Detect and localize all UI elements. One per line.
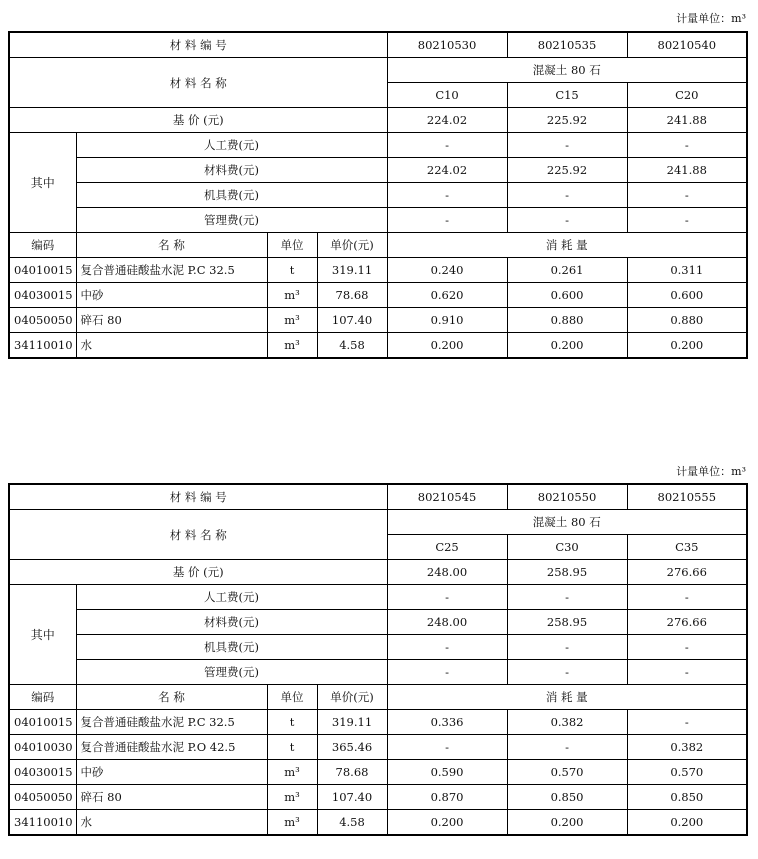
material-code: 04050050 [9, 785, 76, 810]
group-name: 混凝土 80 石 [387, 510, 747, 535]
cost-value: - [507, 183, 627, 208]
item-code: 80210550 [507, 484, 627, 510]
cost-value: - [627, 133, 747, 158]
material-consumption: 0.200 [387, 333, 507, 359]
item-code: 80210555 [627, 484, 747, 510]
material-code: 04050050 [9, 308, 76, 333]
item-code: 80210540 [627, 32, 747, 58]
material-consumption: 0.311 [627, 258, 747, 283]
col-name-header: 名 称 [76, 685, 267, 710]
cost-row [9, 208, 747, 233]
material-name: 复合普通硅酸盐水泥 P.C 32.5 [76, 258, 267, 283]
material-row [9, 710, 747, 735]
material-consumption: 0.200 [387, 810, 507, 836]
grade: C30 [507, 535, 627, 560]
material-code: 04010015 [9, 258, 76, 283]
cost-label: 材料费(元) [76, 610, 387, 635]
material-row [9, 810, 747, 836]
material-name: 复合普通硅酸盐水泥 P.C 32.5 [76, 710, 267, 735]
cost-value: 241.88 [627, 158, 747, 183]
material-code: 04030015 [9, 283, 76, 308]
base-price: 241.88 [627, 108, 747, 133]
cost-value: 224.02 [387, 158, 507, 183]
material-code: 04030015 [9, 760, 76, 785]
material-name: 碎石 80 [76, 785, 267, 810]
unit-label: 计量单位：m³ [676, 465, 746, 478]
material-consumption: 0.620 [387, 283, 507, 308]
name-row [9, 510, 747, 535]
material-row [9, 308, 747, 333]
col-name-header: 名 称 [76, 233, 267, 258]
quota-table [8, 31, 748, 359]
material-unit: m³ [267, 283, 317, 308]
base-price-label: 基 价 (元) [9, 108, 387, 133]
material-row [9, 283, 747, 308]
material-name: 复合普通硅酸盐水泥 P.O 42.5 [76, 735, 267, 760]
cost-row [9, 635, 747, 660]
material-consumption: 0.910 [387, 308, 507, 333]
material-unit: m³ [267, 810, 317, 836]
group-name: 混凝土 80 石 [387, 58, 747, 83]
cost-value: - [507, 133, 627, 158]
quota-table [8, 483, 748, 836]
name-label: 材 料 名 称 [9, 510, 387, 560]
material-price: 107.40 [317, 308, 387, 333]
item-code: 80210545 [387, 484, 507, 510]
material-consumption: 0.200 [627, 810, 747, 836]
material-row [9, 258, 747, 283]
material-unit: t [267, 258, 317, 283]
cost-value: - [627, 585, 747, 610]
material-consumption: 0.590 [387, 760, 507, 785]
cost-value: - [387, 183, 507, 208]
material-unit: t [267, 710, 317, 735]
qizhong-label: 其中 [9, 133, 76, 233]
code-row [9, 32, 747, 58]
item-code: 80210530 [387, 32, 507, 58]
material-row [9, 333, 747, 359]
material-code: 04010030 [9, 735, 76, 760]
cost-value: - [627, 660, 747, 685]
material-price: 4.58 [317, 333, 387, 359]
cost-label: 管理费(元) [76, 208, 387, 233]
item-code: 80210535 [507, 32, 627, 58]
col-code-header: 编码 [9, 685, 76, 710]
cost-value: - [507, 635, 627, 660]
material-consumption: 0.336 [387, 710, 507, 735]
base-price-label: 基 价 (元) [9, 560, 387, 585]
material-price: 4.58 [317, 810, 387, 836]
name-row [9, 58, 747, 83]
cost-value: 248.00 [387, 610, 507, 635]
grade: C20 [627, 83, 747, 108]
material-price: 107.40 [317, 785, 387, 810]
material-unit: t [267, 735, 317, 760]
cost-value: - [387, 660, 507, 685]
cost-row [9, 183, 747, 208]
unit-label: 计量单位：m³ [676, 12, 746, 25]
cost-label: 人工费(元) [76, 133, 387, 158]
material-consumption: 0.570 [507, 760, 627, 785]
base-price: 258.95 [507, 560, 627, 585]
grade: C25 [387, 535, 507, 560]
name-label: 材 料 名 称 [9, 58, 387, 108]
grade: C35 [627, 535, 747, 560]
cost-value: - [507, 585, 627, 610]
cost-value: - [387, 585, 507, 610]
material-row [9, 785, 747, 810]
material-price: 365.46 [317, 735, 387, 760]
material-code: 34110010 [9, 333, 76, 359]
cost-row [9, 585, 747, 610]
cost-row [9, 158, 747, 183]
cost-value: 258.95 [507, 610, 627, 635]
material-consumption: 0.570 [627, 760, 747, 785]
col-consumption-header: 消 耗 量 [387, 685, 747, 710]
cost-value: - [387, 635, 507, 660]
material-consumption: - [627, 710, 747, 735]
material-price: 319.11 [317, 258, 387, 283]
cost-row [9, 660, 747, 685]
code-label: 材 料 编 号 [9, 484, 387, 510]
col-price-header: 单价(元) [317, 233, 387, 258]
cost-value: - [627, 635, 747, 660]
grade: C15 [507, 83, 627, 108]
base-price-row [9, 108, 747, 133]
material-consumption: 0.200 [627, 333, 747, 359]
col-unit-header: 单位 [267, 685, 317, 710]
base-price: 225.92 [507, 108, 627, 133]
material-consumption: 0.382 [627, 735, 747, 760]
col-consumption-header: 消 耗 量 [387, 233, 747, 258]
cost-value: 276.66 [627, 610, 747, 635]
grade: C10 [387, 83, 507, 108]
cost-value: - [387, 208, 507, 233]
material-consumption: 0.261 [507, 258, 627, 283]
cost-value: 225.92 [507, 158, 627, 183]
cost-row [9, 133, 747, 158]
cost-label: 材料费(元) [76, 158, 387, 183]
material-row [9, 735, 747, 760]
material-name: 中砂 [76, 283, 267, 308]
material-consumption: 0.850 [507, 785, 627, 810]
material-consumption: 0.600 [507, 283, 627, 308]
material-consumption: 0.880 [627, 308, 747, 333]
material-consumption: - [387, 735, 507, 760]
qizhong-label: 其中 [9, 585, 76, 685]
base-price: 248.00 [387, 560, 507, 585]
material-name: 碎石 80 [76, 308, 267, 333]
base-price-row [9, 560, 747, 585]
material-code: 04010015 [9, 710, 76, 735]
base-price: 224.02 [387, 108, 507, 133]
material-consumption: 0.880 [507, 308, 627, 333]
material-code: 34110010 [9, 810, 76, 836]
cost-value: - [507, 208, 627, 233]
column-header-row [9, 233, 747, 258]
col-unit-header: 单位 [267, 233, 317, 258]
code-label: 材 料 编 号 [9, 32, 387, 58]
material-unit: m³ [267, 308, 317, 333]
material-consumption: 0.200 [507, 810, 627, 836]
material-price: 78.68 [317, 760, 387, 785]
material-name: 水 [76, 810, 267, 836]
material-unit: m³ [267, 333, 317, 359]
material-name: 水 [76, 333, 267, 359]
material-unit: m³ [267, 785, 317, 810]
material-price: 78.68 [317, 283, 387, 308]
column-header-row [9, 685, 747, 710]
material-price: 319.11 [317, 710, 387, 735]
col-code-header: 编码 [9, 233, 76, 258]
cost-value: - [387, 133, 507, 158]
material-consumption: 0.240 [387, 258, 507, 283]
col-price-header: 单价(元) [317, 685, 387, 710]
cost-value: - [627, 183, 747, 208]
material-consumption: 0.870 [387, 785, 507, 810]
base-price: 276.66 [627, 560, 747, 585]
code-row [9, 484, 747, 510]
cost-value: - [507, 660, 627, 685]
cost-row [9, 610, 747, 635]
material-consumption: 0.382 [507, 710, 627, 735]
material-unit: m³ [267, 760, 317, 785]
cost-value: - [627, 208, 747, 233]
cost-label: 机具费(元) [76, 183, 387, 208]
cost-label: 人工费(元) [76, 585, 387, 610]
material-consumption: 0.200 [507, 333, 627, 359]
cost-label: 机具费(元) [76, 635, 387, 660]
cost-label: 管理费(元) [76, 660, 387, 685]
material-name: 中砂 [76, 760, 267, 785]
material-consumption: - [507, 735, 627, 760]
material-row [9, 760, 747, 785]
material-consumption: 0.600 [627, 283, 747, 308]
material-consumption: 0.850 [627, 785, 747, 810]
